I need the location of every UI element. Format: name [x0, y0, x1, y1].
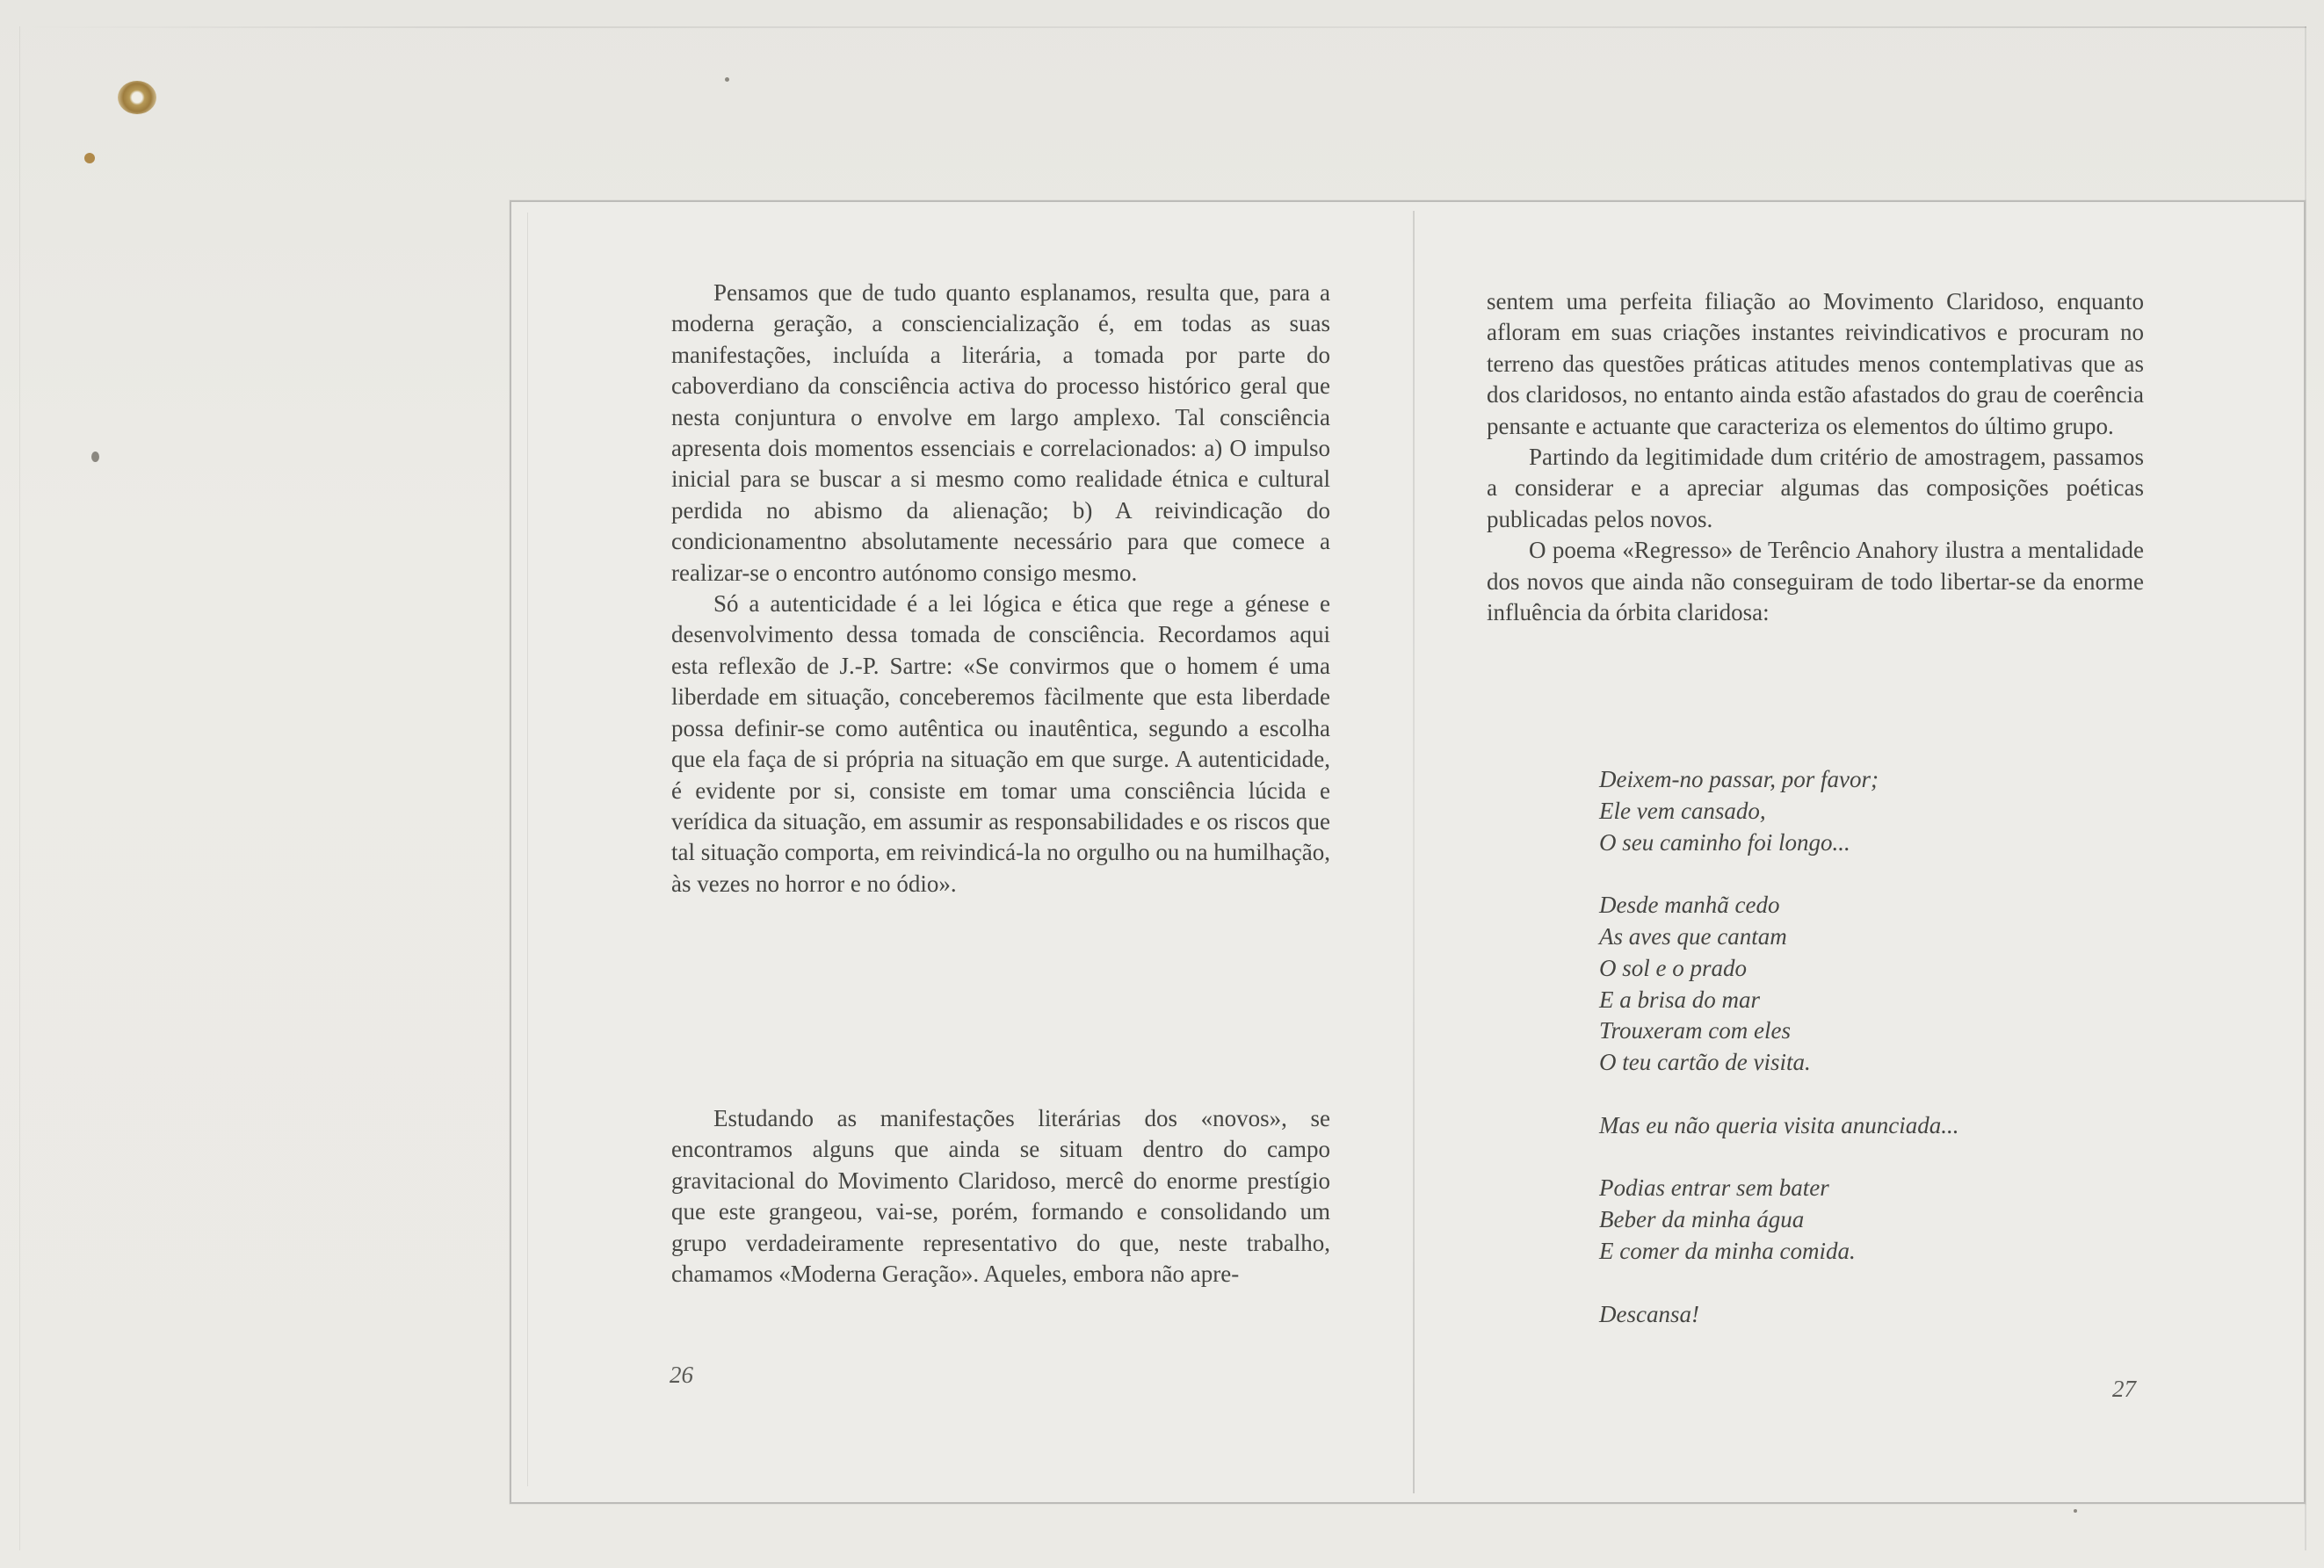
- left-page-border: [527, 213, 528, 1486]
- poem-line: E comer da minha comida.: [1599, 1237, 1856, 1264]
- page-number-right: 27: [2112, 1376, 2136, 1402]
- punch-hole-mark: [118, 81, 156, 114]
- sheet-top-edge: [18, 26, 2306, 28]
- poem-line: Mas eu não queria visita anunciada...: [1599, 1111, 1959, 1138]
- poem-line: Ele vem cansado,: [1599, 797, 1766, 824]
- paragraph: Pensamos que de tudo quanto esplanamos, resulta que, para a moderna geração, a consciencialização é, em todas as suas manifestações, incluída a literária, a tomada por parte do caboverdiano da consciência activa do processo histórico geral que nesta conjuntura o envolve em largo amplexo. Tal consciência apresenta dois momentos essenciais e correlacionados: a) O impulso inicial para se buscar a si mesmo como realidade étnica e cultural perdida no abismo da alienação; b) A reivindicação do condicionamentno absolutamente necessário para que comece a realizar-se o encontro autónomo consigo mesmo.: [671, 279, 1330, 586]
- left-page-text: [671, 278, 1330, 900]
- left-page-text-lower: [671, 1103, 1330, 1290]
- poem-stanza: [1599, 890, 2144, 1079]
- ink-speck: [725, 77, 729, 82]
- ink-speck: [84, 153, 95, 163]
- paragraph: Estudando as manifestações literárias dos «novos», se encontramos alguns que ainda se situam dentro do campo gravitacional do Movimento Claridoso, mercê do enorme prestígio que este grangeou, vai-se, porém, formando e consolidando um grupo verdadeiramente representativo do que, neste trabalho, chamamos «Moderna Geração». Aqueles, embora não apre-: [671, 1105, 1330, 1288]
- paragraph: sentem uma perfeita filiação ao Movimento Claridoso, enquanto afloram em suas criações instantes reivindicativos e procuram no terreno das questões práticas atitudes menos contemplativas que as dos claridosos, no entanto ainda estão afastados do grau de coerência pensante e actuante que caracteriza os elementos do último grupo.: [1487, 288, 2144, 439]
- poem-stanza: [1599, 1110, 2144, 1142]
- poem-line: O seu caminho foi longo...: [1599, 828, 1850, 856]
- page-fold: [1413, 211, 1415, 1493]
- paragraph: Partindo da legitimidade dum critério de amostragem, passamos a considerar e a apreciar algumas das composições poéticas publicadas pelos novos.: [1487, 444, 2144, 532]
- poem-line: Deixem-no passar, por favor;: [1599, 766, 1879, 792]
- poem-stanza: [1599, 764, 2144, 858]
- booklet-spread: [510, 200, 2306, 1504]
- paragraph: Só a autenticidade é a lei lógica e ética que rege a génese e desenvolvimento dessa tomada de consciência. Recordamos aqui esta reflexão de J.-P. Sartre: «Se convirmos que o homem é uma liberdade em situação, conceberemos fàcilmente que esta liberdade possa definir-se como autêntica ou inautêntica, segundo a escolha que ela faça de si própria na situação em que surge. A autenticidade, é evidente por si, consiste em tomar uma consciência lúcida e verídica da situação, em assumir as responsabilidades e os riscos que tal situação comporta, em reivindicá-la no orgulho ou na humilhação, às vezes no horror e no ódio».: [671, 590, 1331, 897]
- paragraph: O poema «Regresso» de Terêncio Anahory ilustra a mentalidade dos novos que ainda não conseguiram de todo libertar-se da enorme influência da órbita claridosa:: [1487, 537, 2144, 626]
- poem-line: Beber da minha água: [1599, 1206, 1805, 1233]
- poem-line: Desde manhã cedo: [1599, 892, 1780, 919]
- poem-line: O sol e o prado: [1599, 954, 1747, 981]
- poem-line: Descansa!: [1599, 1300, 1699, 1327]
- ink-speck: [2074, 1509, 2077, 1513]
- poem-stanza: [1599, 1299, 2144, 1331]
- poem-stanza: [1599, 1173, 2144, 1267]
- ink-speck: [91, 452, 99, 462]
- poem-line: O teu cartão de visita.: [1599, 1049, 1811, 1076]
- poem-line: E a brisa do mar: [1599, 986, 1761, 1013]
- page-number-left: 26: [670, 1362, 693, 1388]
- poem-line: Trouxeram com eles: [1599, 1017, 1791, 1044]
- poem-line: Podias entrar sem bater: [1599, 1174, 1829, 1202]
- right-page-text: [1487, 286, 2144, 628]
- poem-line: As aves que cantam: [1599, 922, 1787, 950]
- poem-regresso: [1599, 764, 2144, 1362]
- sheet-left-edge: [19, 26, 20, 1550]
